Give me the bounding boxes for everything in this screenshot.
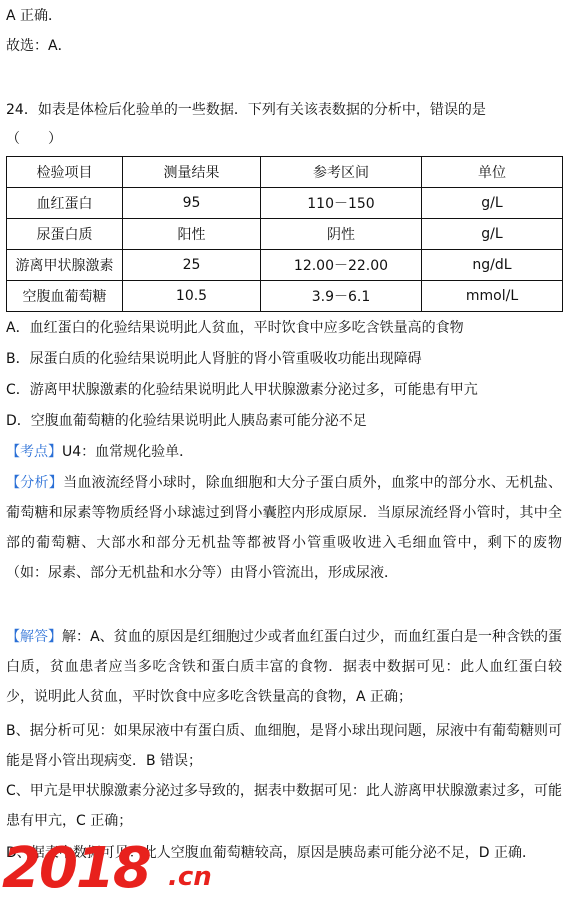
kaodian-text: U4：血常规化验单．: [62, 444, 194, 460]
table-cell: 110－150: [261, 188, 422, 219]
table-header-cell: 检验项目: [7, 157, 123, 188]
fenxi-text: 当血液流经肾小球时，除血细胞和大分子蛋白质外，血浆中的部分水、无机盐、葡萄糖和尿素等物质经肾小球滤过到肾小囊腔内形成原尿．当原尿流经肾小管时，其中全部的葡萄糖、大部水和部分无机盐等都被肾小管重吸收进入毛细血管中，剩下的废物（如：尿素、部分无机盐和水分等）由肾小管流出，形成尿液．: [6, 475, 563, 581]
kaodian-tag: 【考点】: [6, 444, 62, 460]
table-row: [7, 281, 563, 312]
answer-choice-line: 故选：A．: [6, 38, 72, 54]
jieda-p4: D、据表中数据可见：此人空腹血葡萄糖较高，原因是胰岛素可能分泌不足，D 正确．: [6, 845, 537, 861]
jieda-tag: 【解答】: [6, 629, 63, 645]
table-cell: 阴性: [261, 219, 422, 250]
option-c: C．游离甲状腺激素的化验结果说明此人甲状腺激素分泌过多，可能患有甲亢: [6, 382, 478, 398]
jieda-p2: B、据分析可见：如果尿液中有蛋白质、血细胞，是肾小球出现问题，尿液中有葡萄糖则可能是肾小管出现病变．B 错误；: [6, 723, 562, 769]
table-header-cell: 测量结果: [123, 157, 261, 188]
table-cell: 95: [123, 188, 261, 219]
watermark-domain: .cn: [168, 862, 212, 892]
watermark-number: 2018: [2, 836, 150, 901]
jieda-p3: C、甲亢是甲状腺激素分泌过多导致的，据表中数据可见：此人游离甲状腺激素过多，可能患有甲亢，C 正确；: [6, 783, 562, 829]
option-b: B．尿蛋白质的化验结果说明此人肾脏的肾小管重吸收功能出现障碍: [6, 351, 422, 367]
table-cell: 阳性: [123, 219, 261, 250]
table-cell: ng/dL: [422, 250, 563, 281]
table-cell: 25: [123, 250, 261, 281]
table-row: [7, 188, 563, 219]
table-row: [7, 250, 563, 281]
table-header-row: [7, 157, 563, 188]
table-cell: 空腹血葡萄糖: [7, 281, 123, 312]
table-cell: 游离甲状腺激素: [7, 250, 123, 281]
kaodian-section: [6, 442, 193, 462]
fenxi-tag: 【分析】: [6, 475, 64, 491]
table-header-cell: 参考区间: [261, 157, 422, 188]
answer-line-a: A 正确．: [6, 8, 63, 24]
table-cell: 3.9－6.1: [261, 281, 422, 312]
table-cell: mmol/L: [422, 281, 563, 312]
fenxi-section: [6, 468, 562, 588]
table-cell: 12.00－22.00: [261, 250, 422, 281]
option-d: D．空腹血葡萄糖的化验结果说明此人胰岛素可能分泌不足: [6, 413, 367, 429]
lab-results-table: [6, 156, 563, 312]
question-blank: （ ）: [6, 131, 62, 147]
option-a: A．血红蛋白的化验结果说明此人贫血，平时饮食中应多吃含铁量高的食物: [6, 320, 464, 336]
question-stem: 24．如表是体检后化验单的一些数据．下列有关该表数据的分析中，错误的是: [6, 102, 486, 118]
table-cell: 血红蛋白: [7, 188, 123, 219]
table-cell: 尿蛋白质: [7, 219, 123, 250]
table-row: [7, 219, 563, 250]
table-header-cell: 单位: [422, 157, 563, 188]
jieda-p1: 解：A、贫血的原因是红细胞过少或者血红蛋白过少，而血红蛋白是一种含铁的蛋白质，贫血患者应当多吃含铁和蛋白质丰富的食物．据表中数据可见：此人血红蛋白较少，说明此人贫血，平时饮食中应多吃含铁量高的食物，A 正确；: [6, 629, 563, 705]
table-cell: 10.5: [123, 281, 261, 312]
table-cell: g/L: [422, 188, 563, 219]
jieda-section: [6, 622, 562, 712]
table-cell: g/L: [422, 219, 563, 250]
